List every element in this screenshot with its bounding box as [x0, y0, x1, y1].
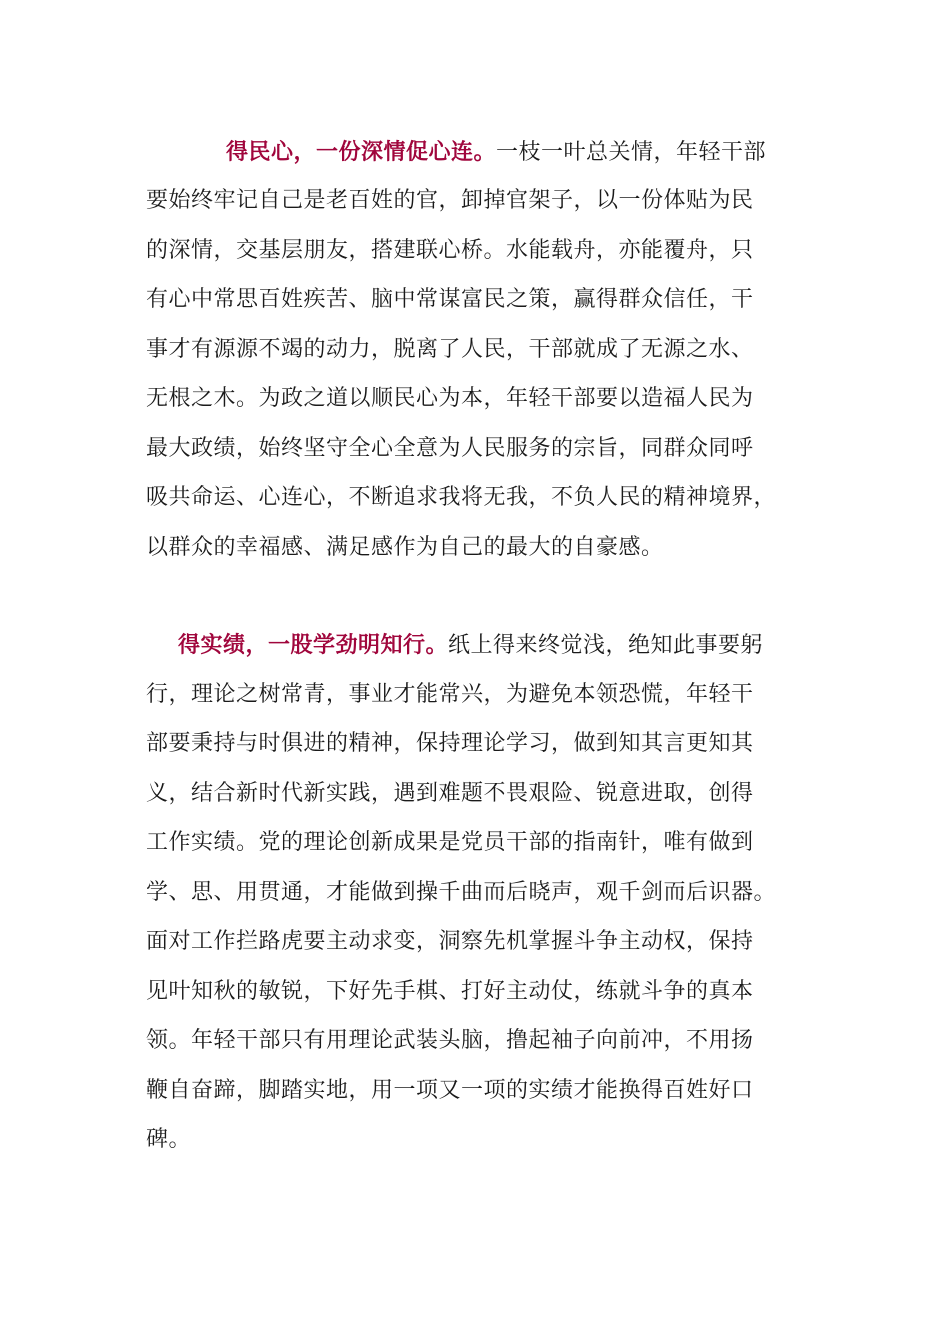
paragraph-line: 领。年轻干部只有用理论武装头脑，撸起袖子向前冲，不用扬	[146, 1028, 754, 1053]
paragraph-line	[226, 137, 890, 168]
paragraph-line: 碑。	[146, 1127, 192, 1152]
paragraph-line: 吸共命运、心连心，不断追求我将无我，不负人民的精神境界，	[146, 485, 777, 510]
paragraph-line: 学、思、用贯通，才能做到操千曲而后晓声，观千剑而后识器。	[146, 880, 777, 905]
paragraph-line: 见叶知秋的敏锐，下好先手棋、打好主动仗，练就斗争的真本	[146, 979, 754, 1004]
paragraph-line: 面对工作拦路虎要主动求变，洞察先机掌握斗争主动权，保持	[146, 929, 754, 954]
paragraph-line: 义，结合新时代新实践，遇到难题不畏艰险、锐意进取，创得	[146, 781, 754, 806]
paragraph-line: 无根之木。为政之道以顺民心为本，年轻干部要以造福人民为	[146, 386, 754, 411]
paragraph-line: 的深情，交基层朋友，搭建联心桥。水能载舟，亦能覆舟，只	[146, 238, 754, 263]
paragraph-line: 部要秉持与时俱进的精神，保持理论学习，做到知其言更知其	[146, 731, 754, 756]
section-heading: 得民心，一份深情促心连。	[226, 139, 497, 165]
paragraph-line	[178, 630, 842, 661]
paragraph-line: 鞭自奋蹄，脚踏实地，用一项又一项的实绩才能换得百姓好口	[146, 1078, 754, 1103]
paragraph-text: 一枝一叶总关情，年轻干部	[496, 140, 767, 165]
paragraph-line: 有心中常思百姓疾苦、脑中常谋富民之策，赢得群众信任，干	[146, 287, 754, 312]
paragraph-line: 最大政绩，始终坚守全心全意为人民服务的宗旨，同群众同呼	[146, 436, 754, 461]
paragraph-line: 要始终牢记自己是老百姓的官，卸掉官架子，以一份体贴为民	[146, 188, 754, 213]
section-heading: 得实绩，一股学劲明知行。	[178, 632, 449, 658]
paragraph-line: 工作实绩。党的理论创新成果是党员干部的指南针，唯有做到	[146, 830, 754, 855]
paragraph-text: 纸上得来终觉浅，绝知此事要躬	[448, 633, 764, 658]
paragraph-line: 行，理论之树常青，事业才能常兴，为避免本领恐慌，年轻干	[146, 682, 754, 707]
paragraph-line: 事才有源源不竭的动力，脱离了人民，干部就成了无源之水、	[146, 337, 754, 362]
paragraph-line: 以群众的幸福感、满足感作为自己的最大的自豪感。	[146, 535, 664, 560]
